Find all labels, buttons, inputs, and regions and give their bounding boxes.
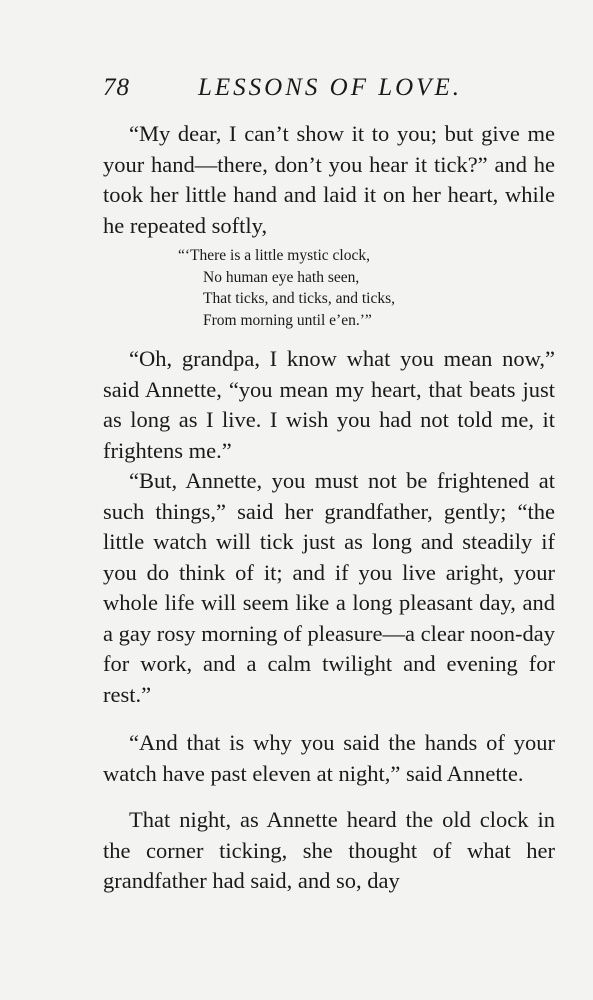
poem-line-4: From morning until e’en.’” [203,311,372,329]
paragraph-5 [103,805,555,897]
paragraph-text: “And that is why you said the hands of your watch have past eleven at night,” said Annette. [103,730,555,786]
page-header [103,74,555,108]
paragraph-1 [103,119,555,241]
paragraph-2 [103,344,555,466]
paragraph-text: “Oh, grandpa, I know what you mean now,” said Annette, “you mean my heart, that beats just as long as I live. I wish you had not told me, it frightens me.” [103,346,555,463]
paragraph-4 [103,728,555,789]
poem-line-3: That ticks, and ticks, and ticks, [203,290,395,307]
poem-quote [178,245,478,331]
poem-line-2: No human eye hath seen, [203,268,360,286]
running-title: LESSONS OF LOVE. [198,74,462,101]
paragraph-text: “My dear, I can’t show it to you; but give me your hand—there, don’t you hear it tick?” and he took her little hand and laid it on her heart, while he repeated softly, [103,121,555,238]
paragraph-text: That night, as Annette heard the old clock in the corner ticking, she thought of what her grandfather had said, and so, day [103,807,555,893]
poem-line-1: “‘There is a little mystic clock, [178,247,370,264]
paragraph-text: “But, Annette, you must not be frightened at such things,” said her grandfather, gently; “the little watch will tick just as long and steadily if you do think of it; and if you live aright, your whole life will seem like a long pleasant day, and a gay rosy morning of pleasure—a clear noon-day for work, and a calm twilight and evening for rest.” [103,468,555,707]
page-number: 78 [103,74,130,101]
paragraph-3 [103,466,555,710]
